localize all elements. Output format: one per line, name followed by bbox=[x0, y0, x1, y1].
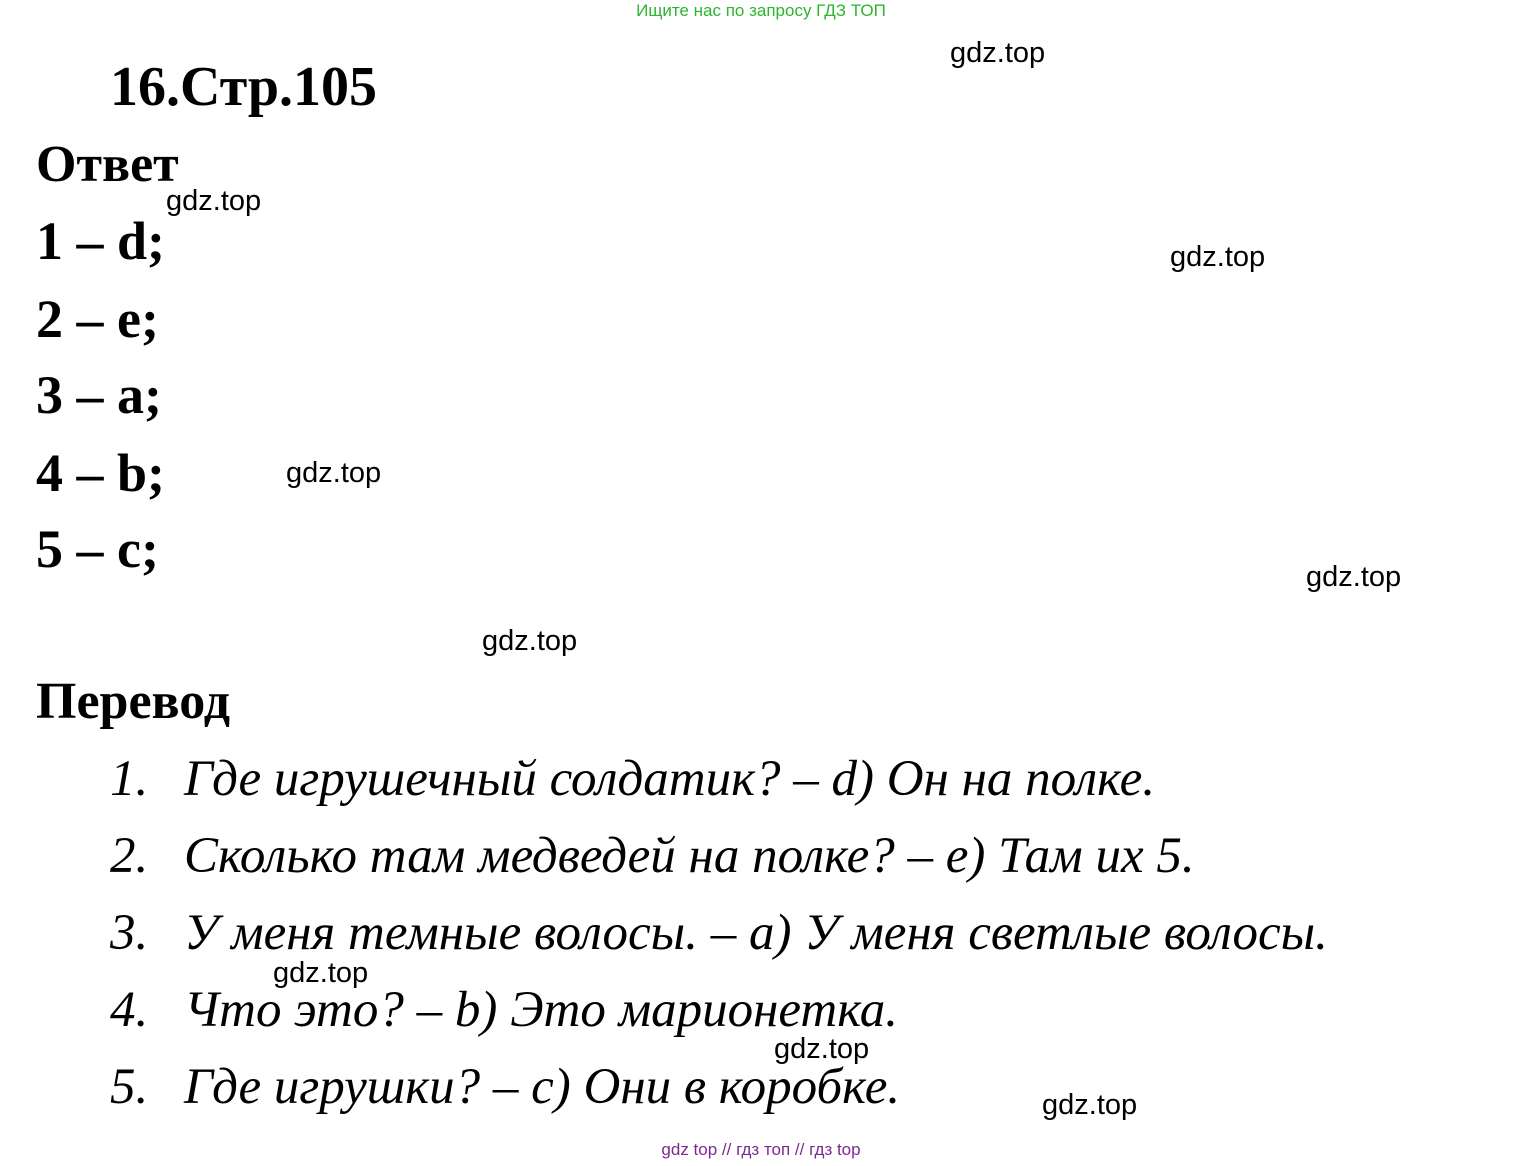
watermark: gdz.top bbox=[950, 37, 1046, 69]
top-banner: Ищите нас по запросу ГДЗ ТОП bbox=[636, 1, 886, 20]
watermark: gdz.top bbox=[1042, 1089, 1138, 1121]
translation-line bbox=[110, 827, 1195, 885]
translation-text: Что это? – b) Это марионетка. bbox=[184, 982, 899, 1038]
translation-line bbox=[110, 981, 898, 1039]
answer-heading: Ответ bbox=[36, 136, 179, 193]
translation-number: 3. bbox=[110, 905, 149, 961]
page-title: 16.Стр.105 bbox=[110, 56, 378, 118]
translation-number: 2. bbox=[110, 828, 149, 884]
translation-line bbox=[110, 1058, 900, 1116]
watermark: gdz.top bbox=[1170, 241, 1266, 273]
watermark: gdz.top bbox=[286, 457, 382, 489]
translation-number: 5. bbox=[110, 1059, 149, 1115]
translation-line bbox=[110, 904, 1328, 962]
answer-line: 1 – d; bbox=[36, 211, 166, 271]
translation-text: Где игрушечный солдатик? – d) Он на полке. bbox=[184, 751, 1156, 807]
answer-line: 2 – e; bbox=[36, 289, 159, 349]
answer-line: 5 – c; bbox=[36, 519, 159, 579]
translation-text: У меня темные волосы. – a) У меня светлые волосы. bbox=[184, 905, 1328, 961]
bottom-banner: gdz top // гдз топ // гдз top bbox=[661, 1140, 861, 1159]
translation-number: 1. bbox=[110, 751, 149, 807]
translation-heading: Перевод bbox=[36, 673, 231, 730]
translation-text: Где игрушки? – c) Они в коробке. bbox=[184, 1059, 901, 1115]
translation-text: Сколько там медведей на полке? – e) Там их 5. bbox=[184, 828, 1195, 884]
watermark: gdz.top bbox=[774, 1033, 870, 1065]
watermark: gdz.top bbox=[166, 185, 262, 217]
watermark: gdz.top bbox=[482, 625, 578, 657]
answer-line: 3 – a; bbox=[36, 365, 162, 425]
translation-line bbox=[110, 750, 1155, 808]
answer-line: 4 – b; bbox=[36, 443, 166, 503]
watermark: gdz.top bbox=[273, 957, 369, 989]
translation-number: 4. bbox=[110, 982, 149, 1038]
watermark: gdz.top bbox=[1306, 561, 1402, 593]
